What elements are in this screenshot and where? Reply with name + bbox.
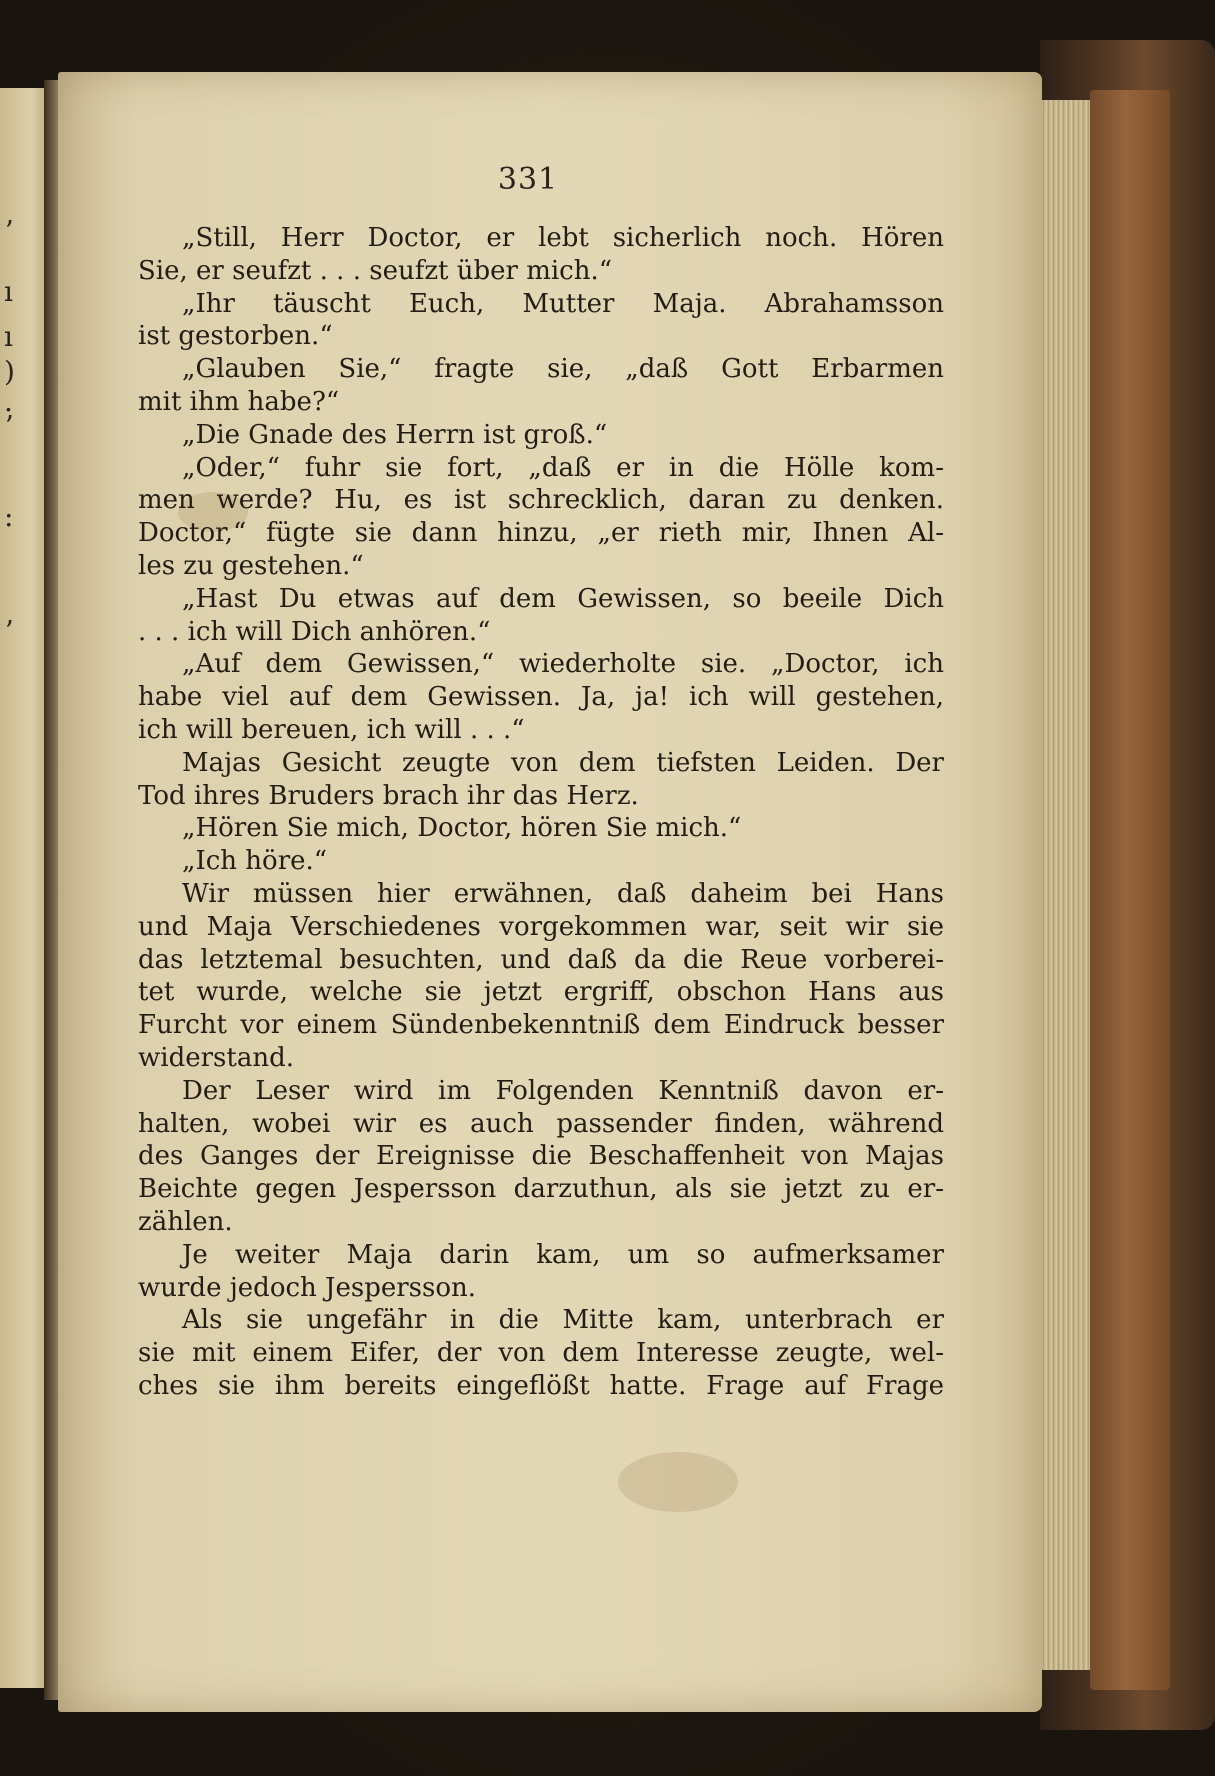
leather-binding xyxy=(1090,90,1170,1690)
left-page-fragment: ʼ xyxy=(4,410,13,443)
text-line: „Hören Sie mich, Doctor, hören Sie mich.“ xyxy=(182,813,742,844)
text-line: „Glauben Sie,“ fragte sie, „daß Gott Erbarmen xyxy=(182,354,944,385)
text-line: mit ihm habe?“ xyxy=(138,386,340,417)
text-line: habe viel auf dem Gewissen. Ja, ja! ich will gestehen, xyxy=(138,682,944,713)
left-page-fragment: ı xyxy=(4,320,13,353)
text-line: Als sie ungefähr in die Mitte kam, unterbrach er xyxy=(182,1305,944,1336)
text-line: men werde? Hu, es ist schrecklich, daran zu denken. xyxy=(138,485,944,516)
text-line: und Maja Verschiedenes vorgekommen war, seit wir sie xyxy=(138,911,944,942)
text-line: „Die Gnade des Herrn ist groß.“ xyxy=(182,419,608,450)
left-page-fragment: ) xyxy=(4,355,15,388)
text-line: . . . ich will Dich anhören.“ xyxy=(138,616,491,647)
text-line: Je weiter Maja darin kam, um so aufmerksamer xyxy=(182,1239,944,1270)
text-line: „Ihr täuscht Euch, Mutter Maja. Abrahamsson xyxy=(182,288,944,319)
left-page-fragment: . xyxy=(4,385,13,418)
text-line: zählen. xyxy=(138,1206,233,1237)
text-line: Der Leser wird im Folgenden Kenntniß davon er- xyxy=(182,1075,944,1106)
text-line: ches sie ihm bereits eingeflößt hatte. Frage auf Frage xyxy=(138,1370,944,1401)
text-line: halten, wobei wir es auch passender finden, während xyxy=(138,1108,944,1139)
left-page-fragment: ʼ xyxy=(4,215,13,248)
left-page-fragment: ı xyxy=(4,275,13,308)
left-page-fragments xyxy=(0,88,40,1688)
text-line: Wir müssen hier erwähnen, daß daheim bei Hans xyxy=(182,878,944,909)
text-line: widerstand. xyxy=(138,1042,294,1073)
text-line: „Still, Herr Doctor, er lebt sicherlich noch. Hören xyxy=(182,223,944,253)
text-line: das letztemal besuchten, und daß da die Reue vorberei- xyxy=(138,944,944,975)
body-text xyxy=(138,222,944,1403)
left-page-fragment: : xyxy=(4,500,14,533)
left-page-fragment: ʼ xyxy=(4,615,13,648)
text-line: Tod ihres Bruders brach ihr das Herz. xyxy=(138,780,639,811)
page-edge-stack xyxy=(1040,100,1090,1670)
text-line: Doctor,“ fügte sie dann hinzu, „er rieth mir, Ihnen Al- xyxy=(138,518,944,549)
text-line: Sie, er seufzt . . . seufzt über mich.“ xyxy=(138,255,613,286)
text-line: Majas Gesicht zeugte von dem tiefsten Leiden. Der xyxy=(182,747,944,778)
book-page xyxy=(58,72,1042,1712)
text-line: ich will bereuen, ich will . . .“ xyxy=(138,714,525,745)
text-line: les zu gestehen.“ xyxy=(138,550,364,581)
text-line: des Ganges der Ereignisse die Beschaffenheit von Majas xyxy=(138,1141,944,1172)
text-line: Furcht vor einem Sündenbekenntniß dem Eindruck besser xyxy=(138,1010,944,1041)
paper-stain xyxy=(618,1452,738,1512)
text-line: „Ich höre.“ xyxy=(182,846,328,877)
text-line: „Auf dem Gewissen,“ wiederholte sie. „Doctor, ich xyxy=(182,649,944,680)
text-line: Beichte gegen Jespersson darzuthun, als sie jetzt zu er- xyxy=(138,1174,944,1205)
text-line: ist gestorben.“ xyxy=(138,321,333,352)
text-line: „Oder,“ fuhr sie fort, „daß er in die Hölle kom- xyxy=(182,452,944,483)
page-number: 331 xyxy=(497,162,559,197)
text-line: sie mit einem Eifer, der von dem Interesse zeugte, wel- xyxy=(138,1338,944,1369)
text-line: wurde jedoch Jespersson. xyxy=(138,1272,476,1303)
text-line: tet wurde, welche sie jetzt ergriff, obschon Hans aus xyxy=(138,977,944,1008)
text-line: „Hast Du etwas auf dem Gewissen, so beeile Dich xyxy=(182,583,944,614)
